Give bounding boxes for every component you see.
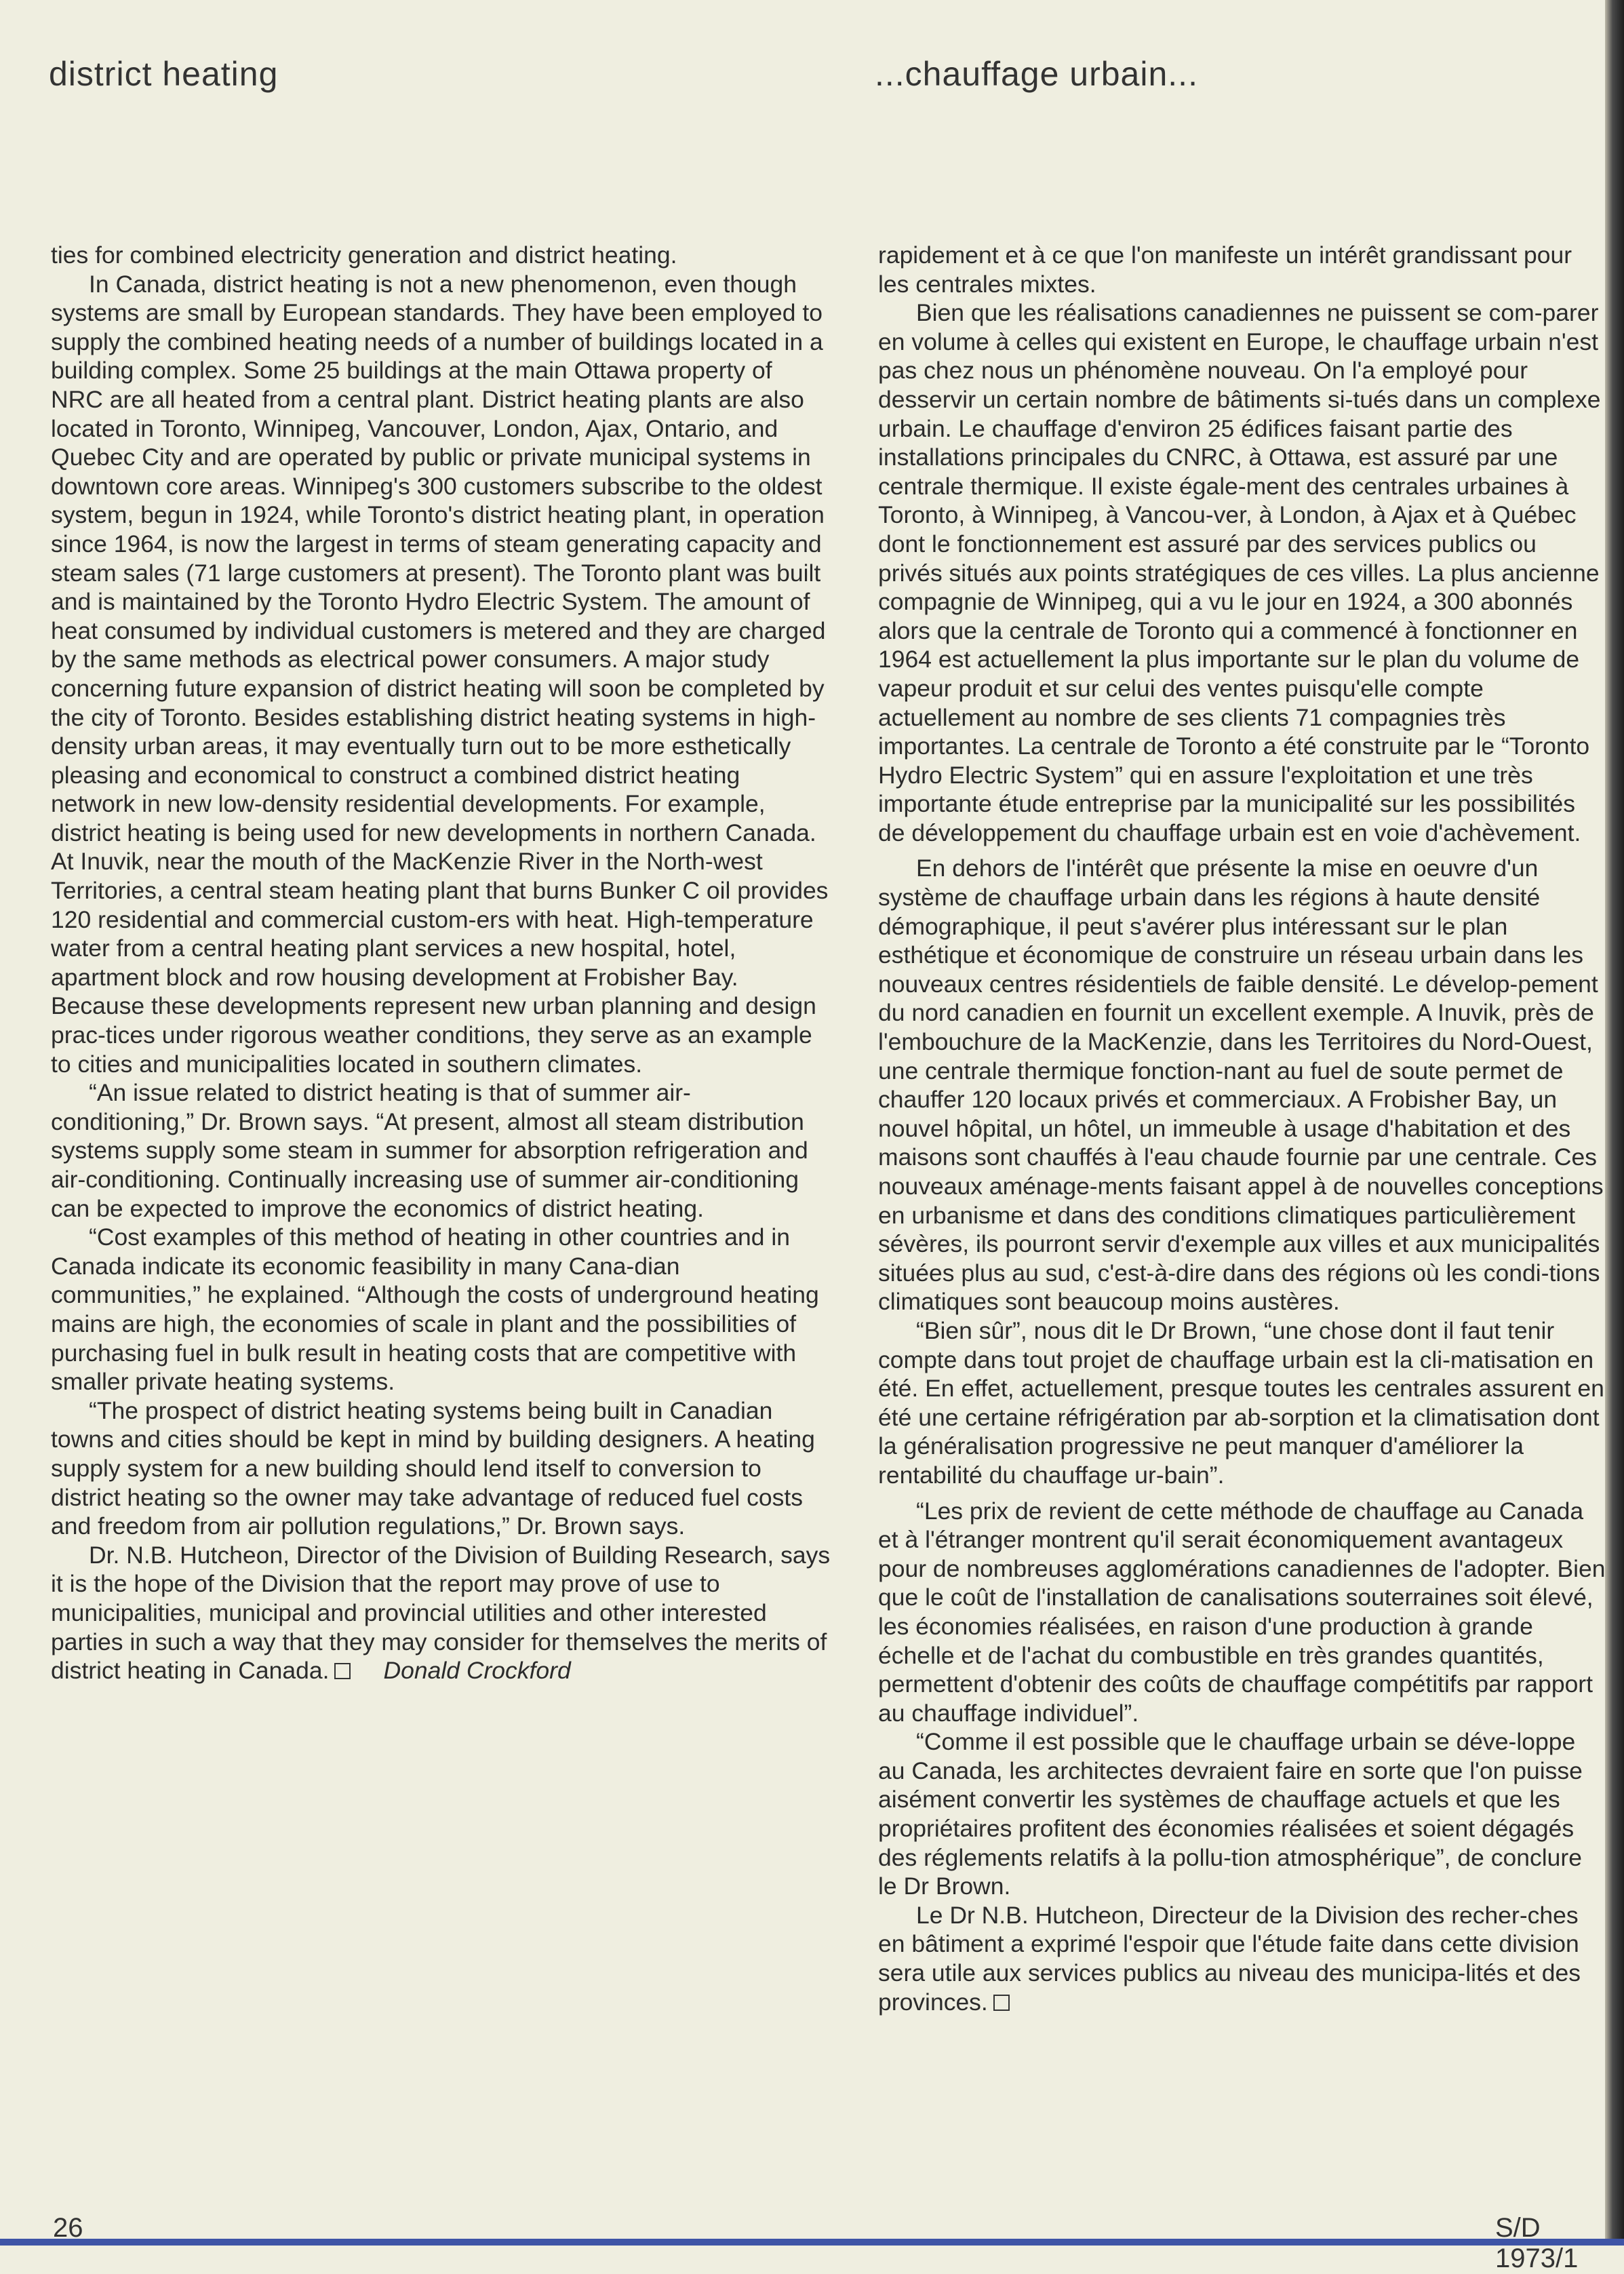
running-header-english: district heating <box>49 55 279 93</box>
english-closing-text: Dr. N.B. Hutcheon, Director of the Division of Building Research, says it is the hope of the Division that the report may prove of use to municipalities, municipal and provincial utilities and other interested parties in such a way that they may consider for themselves the merits of district heating in Canada. <box>51 1541 831 1685</box>
page-binding-edge <box>1605 0 1624 2246</box>
french-closing-paragraph <box>878 1901 1607 2016</box>
french-paragraph: rapidement et à ce que l'on manifeste un intérêt grandissant pour les centrales mixtes. <box>878 241 1572 298</box>
english-paragraph: “An issue related to district heating is that of summer air-conditioning,” Dr. Brown says. “At present, almost all steam distribution systems supply some steam in summer for absorption refrigeration and air-conditioning. Continually increasing use of summer air-conditioning can be expected to improve the economics of district heating. <box>51 1079 808 1222</box>
author-byline: Donald Crockford <box>383 1657 571 1685</box>
french-paragraph: “Les prix de revient de cette méthode de chauffage au Canada et à l'étranger montrent qu'il serait économiquement avantageux pour de nombreuses agglomérations canadiennes de l'adopter. Bien que le coût de l'installation de canalisations souterraines soit élevé, les économies réalisées, en raison d'une production à grande échelle et de l'achat du combustible en très grandes quantités, permettent d'obtenir des coûts de chauffage compétitifs par rapport au chauffage individuel”. <box>878 1497 1606 1727</box>
end-of-article-square-icon <box>993 1995 1010 2011</box>
french-paragraph: “Comme il est possible que le chauffage urbain se déve-loppe au Canada, les architectes devraient faire en sorte que l'on puisse aisément convertir les systèmes de chauffage actuels et que les propriétaires profitent des économies réalisées et soient dégagés des réglements relatifs à la pollu-tion atmosphérique”, de conclure le Dr Brown. <box>878 1728 1583 1900</box>
french-closing-text: Le Dr N.B. Hutcheon, Directeur de la Division des recher-ches en bâtiment a exprimé l'espoir que l'étude faite dans cette division sera utile aux services publics au niveau des municipa-lités et des provinces. <box>878 1901 1581 2016</box>
french-paragraph: Bien que les réalisations canadiennes ne puissent se com-parer en volume à celles qui existent en Europe, le chauffage urbain n'est pas chez nous un phénomène nouveau. On l'a employé pour desservir un certain nombre de bâtiments si-tués dans un complexe urbain. Le chauffage d'environ 25 édifices faisant partie des installations principales du CNRC, à Ottawa, est assuré par une centrale thermique. Il existe égale-ment des centrales urbaines à Toronto, à Winnipeg, à Vancou-ver, à London, à Ajax et à Québec dont le fonctionnement est assuré par des services publics ou privés situés aux points stratégiques de ces villes. La plus ancienne compagnie de Winnipeg, qui a vu le jour en 1924, a 300 abonnés alors que la centrale de Toronto qui a commencé à fonctionner en 1964 est actuellement la plus importante sur le plan du volume de vapeur produit et sur celui des ventes puisqu'elle compte actuellement au nombre de ses clients 71 compagnies très importantes. La centrale de Toronto a été construite par le “Toronto Hydro Electric System” qui en assure l'exploitation et une très importante étude entreprise par la municipalité sur les possibilités de développement du chauffage urbain est en voie d'achèvement. <box>878 299 1601 846</box>
english-paragraph: ties for combined electricity generation and district heating. <box>51 241 677 269</box>
end-of-article-square-icon <box>334 1663 351 1679</box>
french-paragraph: En dehors de l'intérêt que présente la mise en oeuvre d'un système de chauffage urbain dans les régions à haute densité démographique, il peut s'avérer plus intéressant sur le plan esthétique et économique de construire un réseau urbain dans les nouveaux centres résidentiels de faible densité. Le dévelop-pement du nord canadien en fournit un excellent exemple. A Inuvik, près de l'embouchure de la MacKenzie, dans les Territoires du Nord-Ouest, une centrale thermique fonction-nant au fuel de soute permet de chauffer 120 locaux privés et commerciaux. A Frobisher Bay, un nouvel hôpital, un hôtel, un immeuble à usage d'habitation et des maisons sont chauffés à l'eau chaude fournie par une centrale. Ces nouveaux aménage-ments faisant appel à de nouvelles conceptions en urbanisme et dans des conditions climatiques particulièrement sévères, ils pourront servir d'exemple aux villes et aux municipalités situées plus au sud, c'est-à-dire dans des régions où les condi-tions climatiques sont beaucoup moins austères. <box>878 855 1604 1316</box>
running-header-french: ...chauffage urbain... <box>875 55 1198 93</box>
english-closing-paragraph <box>51 1541 831 1685</box>
english-paragraph: “The prospect of district heating systems being built in Canadian towns and cities should be kept in mind by building designers. A heating supply system for a new building should lend itself to conversion to district heating so the owner may take advantage of reduced fuel costs and freedom from air pollution regulations,” Dr. Brown says. <box>51 1396 815 1540</box>
bottom-color-band <box>0 2239 1624 2246</box>
issue-label: S/D 1973/1 <box>1495 2213 1579 2273</box>
english-paragraph: “Cost examples of this method of heating in other countries and in Canada indicate its economic feasibility in many Cana-dian communities,” he explained. “Although the costs of underground heating mains are high, the economies of scale in plant and the possibilities of purchasing fuel in bulk result in heating costs that are competitive with smaller private heating systems. <box>51 1223 819 1396</box>
english-column <box>51 241 831 1685</box>
french-paragraph: “Bien sûr”, nous dit le Dr Brown, “une chose dont il faut tenir compte dans tout projet de chauffage urbain est la cli-matisation en été. En effet, actuellement, presque toutes les centrales assurent en été une certaine réfrigération par ab-sorption et la climatisation dont la généralisation progressive ne peut manquer d'améliorer la rentabilité du chauffage ur-bain”. <box>878 1316 1604 1489</box>
page-number: 26 <box>53 2213 83 2243</box>
english-paragraph: In Canada, district heating is not a new phenomenon, even though systems are small by European standards. They have been employed to supply the combined heating needs of a number of buildings located in a building complex. Some 25 buildings at the main Ottawa property of NRC are all heated from a central plant. District heating plants are also located in Toronto, Winnipeg, Vancouver, London, Ajax, Ontario, and Quebec City and are operated by public or private municipal systems in downtown core areas. Winnipeg's 300 customers subscribe to the oldest system, begun in 1924, while Toronto's district heating plant, in operation since 1964, is now the largest in terms of steam generating capacity and steam sales (71 large customers at present). The Toronto plant was built and is maintained by the Toronto Hydro Electric System. The amount of heat consumed by individual customers is metered and they are charged by the same methods as electrical power consumers. A major study concerning future expansion of district heating will soon be completed by the city of Toronto. Besides establishing district heating systems in high-density urban areas, it may eventually turn out to be more esthetically pleasing and economical to construct a combined district heating network in new low-density residential developments. For example, district heating is being used for new developments in northern Canada. At Inuvik, near the mouth of the MacKenzie River in the North-west Territories, a central steam heating plant that burns Bunker C oil provides 120 residential and commercial custom-ers with heat. High-temperature water from a central heating plant services a new hospital, hotel, apartment block and row housing development at Frobisher Bay. Because these developments represent new urban planning and design prac-tices under rigorous weather conditions, they serve as an example to cities and municipalities located in southern climates. <box>51 270 829 1078</box>
french-column <box>878 241 1607 2016</box>
